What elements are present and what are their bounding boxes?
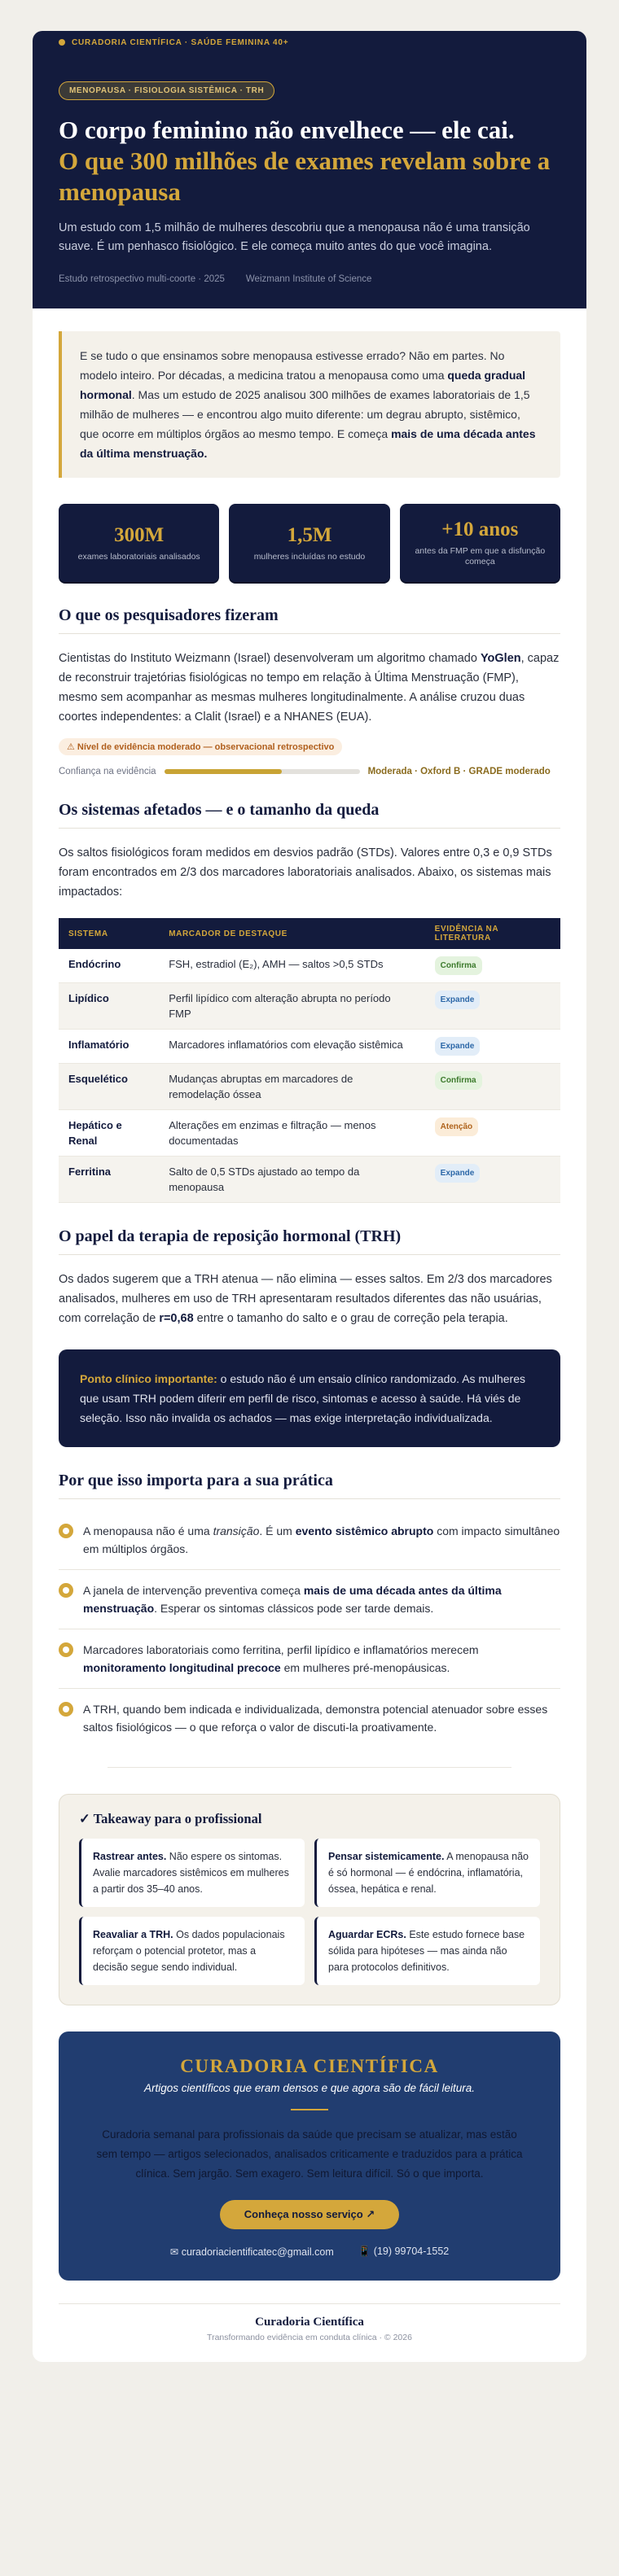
bullet-icon	[59, 1524, 73, 1538]
evidence-tag: Confirma	[435, 956, 482, 975]
stat-value: 300M	[114, 523, 165, 546]
table-row	[59, 1064, 560, 1110]
confidence-fill	[165, 769, 282, 774]
stat-label: mulheres incluídas no estudo	[253, 551, 366, 562]
card-title: Pensar sistemicamente.	[328, 1851, 445, 1862]
hero-subtitle: Um estudo com 1,5 milhão de mulheres descobriu que a menopausa não é uma transição suave. É um penhasco fisiológico. E ele começa muito antes do que você imagina.	[59, 221, 530, 253]
brand-subtitle: Artigos científicos que eram densos e que agora são de fácil leitura.	[144, 2082, 475, 2094]
trh-text-2: entre o tamanho do salto e o grau de correção pela terapia.	[193, 1312, 508, 1325]
bullet-icon	[59, 1702, 73, 1717]
table-row	[59, 983, 560, 1030]
evidence-tag: Expande	[435, 1164, 481, 1183]
evidence-cell	[425, 949, 560, 983]
marker-cell: Perfil lipídico com alteração abrupta no período FMP	[159, 983, 424, 1030]
table-row	[59, 949, 560, 983]
practice-list	[59, 1511, 560, 1747]
marker-cell: Alterações em enzimas e filtração — menos documentadas	[159, 1110, 424, 1157]
table-row	[59, 1157, 560, 1203]
main-content	[33, 308, 586, 2362]
item-text: Marcadores laboratoriais como ferritina, perfil lipídico e inflamatórios merecem	[83, 1643, 479, 1656]
stats-row	[59, 504, 560, 582]
card-title: Aguardar ECRs.	[328, 1929, 406, 1940]
researchers-text-2: , capaz de reconstruir trajetórias fisiológicas no tempo em relação à Última Menstruação (FMP), mesmo sem acompanhar as mesmas mulheres longitudinalmente. A análise cruzou duas coortes independentes: a Clalit (Israel) e a NHANES (EUA).	[59, 652, 560, 724]
card-text: Este estudo fornece base sólida para hipóteses — mas ainda não para protocolos definitivos.	[328, 1929, 525, 1973]
intro-bold-1: queda gradual hormonal	[80, 369, 526, 401]
intro-text-1: E se tudo o que ensinamos sobre menopausa estivesse errado? Não em partes. No modelo inteiro. Por décadas, a medicina tratou a menopausa como uma	[80, 349, 505, 382]
researchers-paragraph	[59, 649, 560, 727]
stat-label: antes da FMP em que a disfunção começa	[415, 546, 546, 566]
confidence-label: Confiança na evidência	[59, 767, 156, 776]
table-header-row	[59, 918, 560, 949]
section-heading-trh: O papel da terapia de reposição hormonal (TRH)	[59, 1227, 560, 1255]
intro-box	[59, 331, 560, 478]
list-item-text	[83, 1641, 560, 1677]
item-text: A janela de intervenção preventiva começa	[83, 1584, 304, 1597]
confidence-grade: Moderada · Oxford B · GRADE moderado	[367, 767, 551, 776]
evidence-cell	[425, 1157, 560, 1203]
item-text: . Esperar os sintomas clássicos pode ser tarde demais.	[154, 1602, 434, 1615]
item-text: em mulheres pré-menopáusicas.	[280, 1661, 450, 1674]
item-text: com impacto simultâneo em múltiplos órgãos.	[83, 1524, 560, 1555]
item-bold: mais de uma década antes da última menstruação	[83, 1584, 502, 1615]
intro-text-2: . Mas um estudo de 2025 analisou 300 milhões de exames laboratoriais de 1,5 milhão de mulheres — e encontrou algo muito diferente: um degrau abrupto, sistêmico, que ocorre em múltiplos órgãos ao mesmo tempo. E começa	[80, 388, 530, 440]
column-header: SISTEMA	[68, 929, 108, 938]
brand-title: CURADORIA CIENTÍFICA	[180, 2056, 439, 2076]
researchers-bold: YoGlen	[480, 652, 521, 665]
systems-table	[59, 918, 560, 1203]
column-header: MARCADOR DE DESTAQUE	[169, 929, 288, 938]
footer-tagline: Transformando evidência em conduta clínica · © 2026	[207, 2333, 412, 2342]
stat-value: 1,5M	[287, 523, 332, 546]
takeaway-card	[79, 1917, 305, 1985]
title-white: O corpo feminino não envelhece — ele cai.	[59, 116, 515, 144]
marker-cell: Salto de 0,5 STDs ajustado ao tempo da menopausa	[159, 1157, 424, 1203]
system-cell: Lipídico	[59, 983, 159, 1030]
section-heading-systems: Os sistemas afetados — e o tamanho da queda	[59, 801, 560, 829]
item-text: . É um	[259, 1524, 296, 1537]
trh-text-1: Os dados sugerem que a TRH atenua — não elimina — esses saltos. Em 2/3 dos marcadores analisados, mulheres em uso de TRH apresentaram resultados diferentes das não usuárias, com correlação de	[59, 1273, 552, 1325]
confidence-track	[165, 769, 360, 774]
marker-cell: Mudanças abruptas em marcadores de remodelação óssea	[159, 1064, 424, 1110]
email-link[interactable]: ✉ curadoriacientificatec@gmail.com	[169, 2246, 334, 2258]
section-heading-practice: Por que isso importa para a sua prática	[59, 1472, 560, 1499]
system-cell: Ferritina	[59, 1157, 159, 1203]
callout-highlight: Ponto clínico importante:	[80, 1372, 217, 1385]
page-title	[59, 115, 560, 208]
card-text: A menopausa não é só hormonal — é endócrina, inflamatória, óssea, hepática e renal.	[328, 1851, 529, 1895]
topbar	[59, 31, 560, 50]
clinical-callout	[59, 1349, 560, 1447]
takeaway-card	[79, 1839, 305, 1907]
bullet-dot-icon	[59, 39, 65, 46]
bullet-icon	[59, 1583, 73, 1598]
card-title: Reavaliar a TRH.	[93, 1929, 173, 1940]
brand-banner	[59, 2031, 560, 2281]
takeaway-heading: ✓ Takeaway para o profissional	[79, 1811, 262, 1826]
list-item	[59, 1570, 560, 1629]
item-text: A menopausa não é uma	[83, 1524, 213, 1537]
meta-institute: Weizmann Institute of Science	[245, 274, 372, 284]
table-row	[59, 1030, 560, 1064]
takeaway-grid	[79, 1839, 540, 1985]
takeaway-box	[59, 1794, 560, 2005]
card-title: Rastrear antes.	[93, 1851, 167, 1862]
takeaway-card	[314, 1839, 540, 1907]
footer	[59, 2303, 560, 2362]
marker-cell: Marcadores inflamatórios com elevação sistêmica	[159, 1030, 424, 1064]
hero-section	[33, 31, 586, 308]
footer-name: Curadoria Científica	[255, 2316, 364, 2329]
list-item-text	[83, 1581, 560, 1617]
evidence-cell	[425, 1064, 560, 1110]
systems-intro: Os saltos fisiológicos foram medidos em desvios padrão (STDs). Valores entre 0,3 e 0,9 STDs foram encontrados em 2/3 dos marcadores laboratoriais analisados. Abaixo, os sistemas mais impactados:	[59, 846, 552, 899]
list-item-text	[83, 1522, 560, 1558]
evidence-tag: Expande	[435, 991, 481, 1009]
list-item	[59, 1511, 560, 1570]
intro-bold-2: mais de uma década antes da última menstruação.	[80, 427, 536, 460]
stat-card	[400, 504, 560, 582]
system-cell: Endócrino	[59, 949, 159, 983]
meta-study: Estudo retrospectivo multi-coorte · 2025	[59, 274, 225, 284]
item-italic: transição	[213, 1524, 260, 1537]
evidence-tag: Atenção	[435, 1117, 478, 1136]
newsletter-card	[33, 31, 586, 2362]
section-heading-researchers: O que os pesquisadores fizeram	[59, 606, 560, 634]
evidence-cell	[425, 1110, 560, 1157]
list-item	[59, 1629, 560, 1689]
evidence-cell	[425, 983, 560, 1030]
list-item	[59, 1689, 560, 1747]
hero-meta	[59, 274, 560, 284]
evidence-tag: Expande	[435, 1037, 481, 1056]
topbar-label: CURADORIA CIENTÍFICA · SAÚDE FEMININA 40+	[72, 37, 289, 47]
stat-value: +10 anos	[441, 518, 519, 540]
system-cell: Hepático e Renal	[59, 1110, 159, 1157]
trh-bold: r=0,68	[159, 1312, 194, 1325]
stat-label: exames laboratoriais analisados	[77, 551, 200, 562]
column-header: EVIDÊNCIA NA LITERATURA	[434, 925, 498, 942]
trh-paragraph	[59, 1270, 560, 1328]
table-row	[59, 1110, 560, 1157]
researchers-text-1: Cientistas do Instituto Weizmann (Israel) desenvolveram um algoritmo chamado	[59, 652, 481, 665]
item-bold: evento sistêmico abrupto	[295, 1524, 434, 1537]
phone-link[interactable]: 📱 (19) 99704-1552	[358, 2246, 450, 2257]
callout-text: o estudo não é um ensaio clínico randomizado. As mulheres que usam TRH podem diferir em perfil de risco, sintomas e acesso à saúde. Há viés de seleção. Isso não invalida os achados — mas exige interpretação individualizada.	[80, 1372, 525, 1424]
stat-card	[229, 504, 389, 582]
bullet-icon	[59, 1642, 73, 1657]
title-gold: O que 300 milhões de exames revelam sobre a menopausa	[59, 147, 551, 206]
item-bold: monitoramento longitudinal precoce	[83, 1661, 281, 1674]
item-text: A TRH, quando bem indicada e individualizada, demonstra potencial atenuador sobre esses saltos fisiológicos — o que reforça o valor de discuti-la proativamente.	[83, 1703, 548, 1734]
system-cell: Inflamatório	[59, 1030, 159, 1064]
service-cta-button[interactable]: Conheça nosso serviço ↗	[220, 2200, 399, 2229]
contact-row	[91, 2246, 528, 2258]
divider	[108, 1767, 511, 1768]
brand-description: Curadoria semanal para profissionais da saúde que precisam se atualizar, mas estão sem tempo — artigos selecionados, analisados criticamente e traduzidos para a prática clínica. Sem jargão. Sem exagero. Sem leitura difícil. Só o que importa.	[96, 2128, 523, 2180]
system-cell: Esquelético	[59, 1064, 159, 1110]
brand-divider	[291, 2109, 328, 2110]
evidence-badge: ⚠ Nível de evidência moderado — observacional retrospectivo	[59, 738, 342, 755]
card-text: Os dados populacionais reforçam o potencial protetor, mas a decisão segue sendo individual.	[93, 1929, 285, 1973]
topic-pill: MENOPAUSA · FISIOLOGIA SISTÊMICA · TRH	[59, 81, 274, 100]
takeaway-card	[314, 1917, 540, 1985]
stat-card	[59, 504, 219, 582]
confidence-meter	[59, 767, 560, 776]
list-item-text	[83, 1700, 560, 1736]
card-text: Não espere os sintomas. Avalie marcadores sistêmicos em mulheres a partir dos 35–40 anos.	[93, 1851, 289, 1895]
marker-cell: FSH, estradiol (E₂), AMH — saltos >0,5 STDs	[159, 949, 424, 983]
evidence-tag: Confirma	[435, 1071, 482, 1090]
evidence-cell	[425, 1030, 560, 1064]
